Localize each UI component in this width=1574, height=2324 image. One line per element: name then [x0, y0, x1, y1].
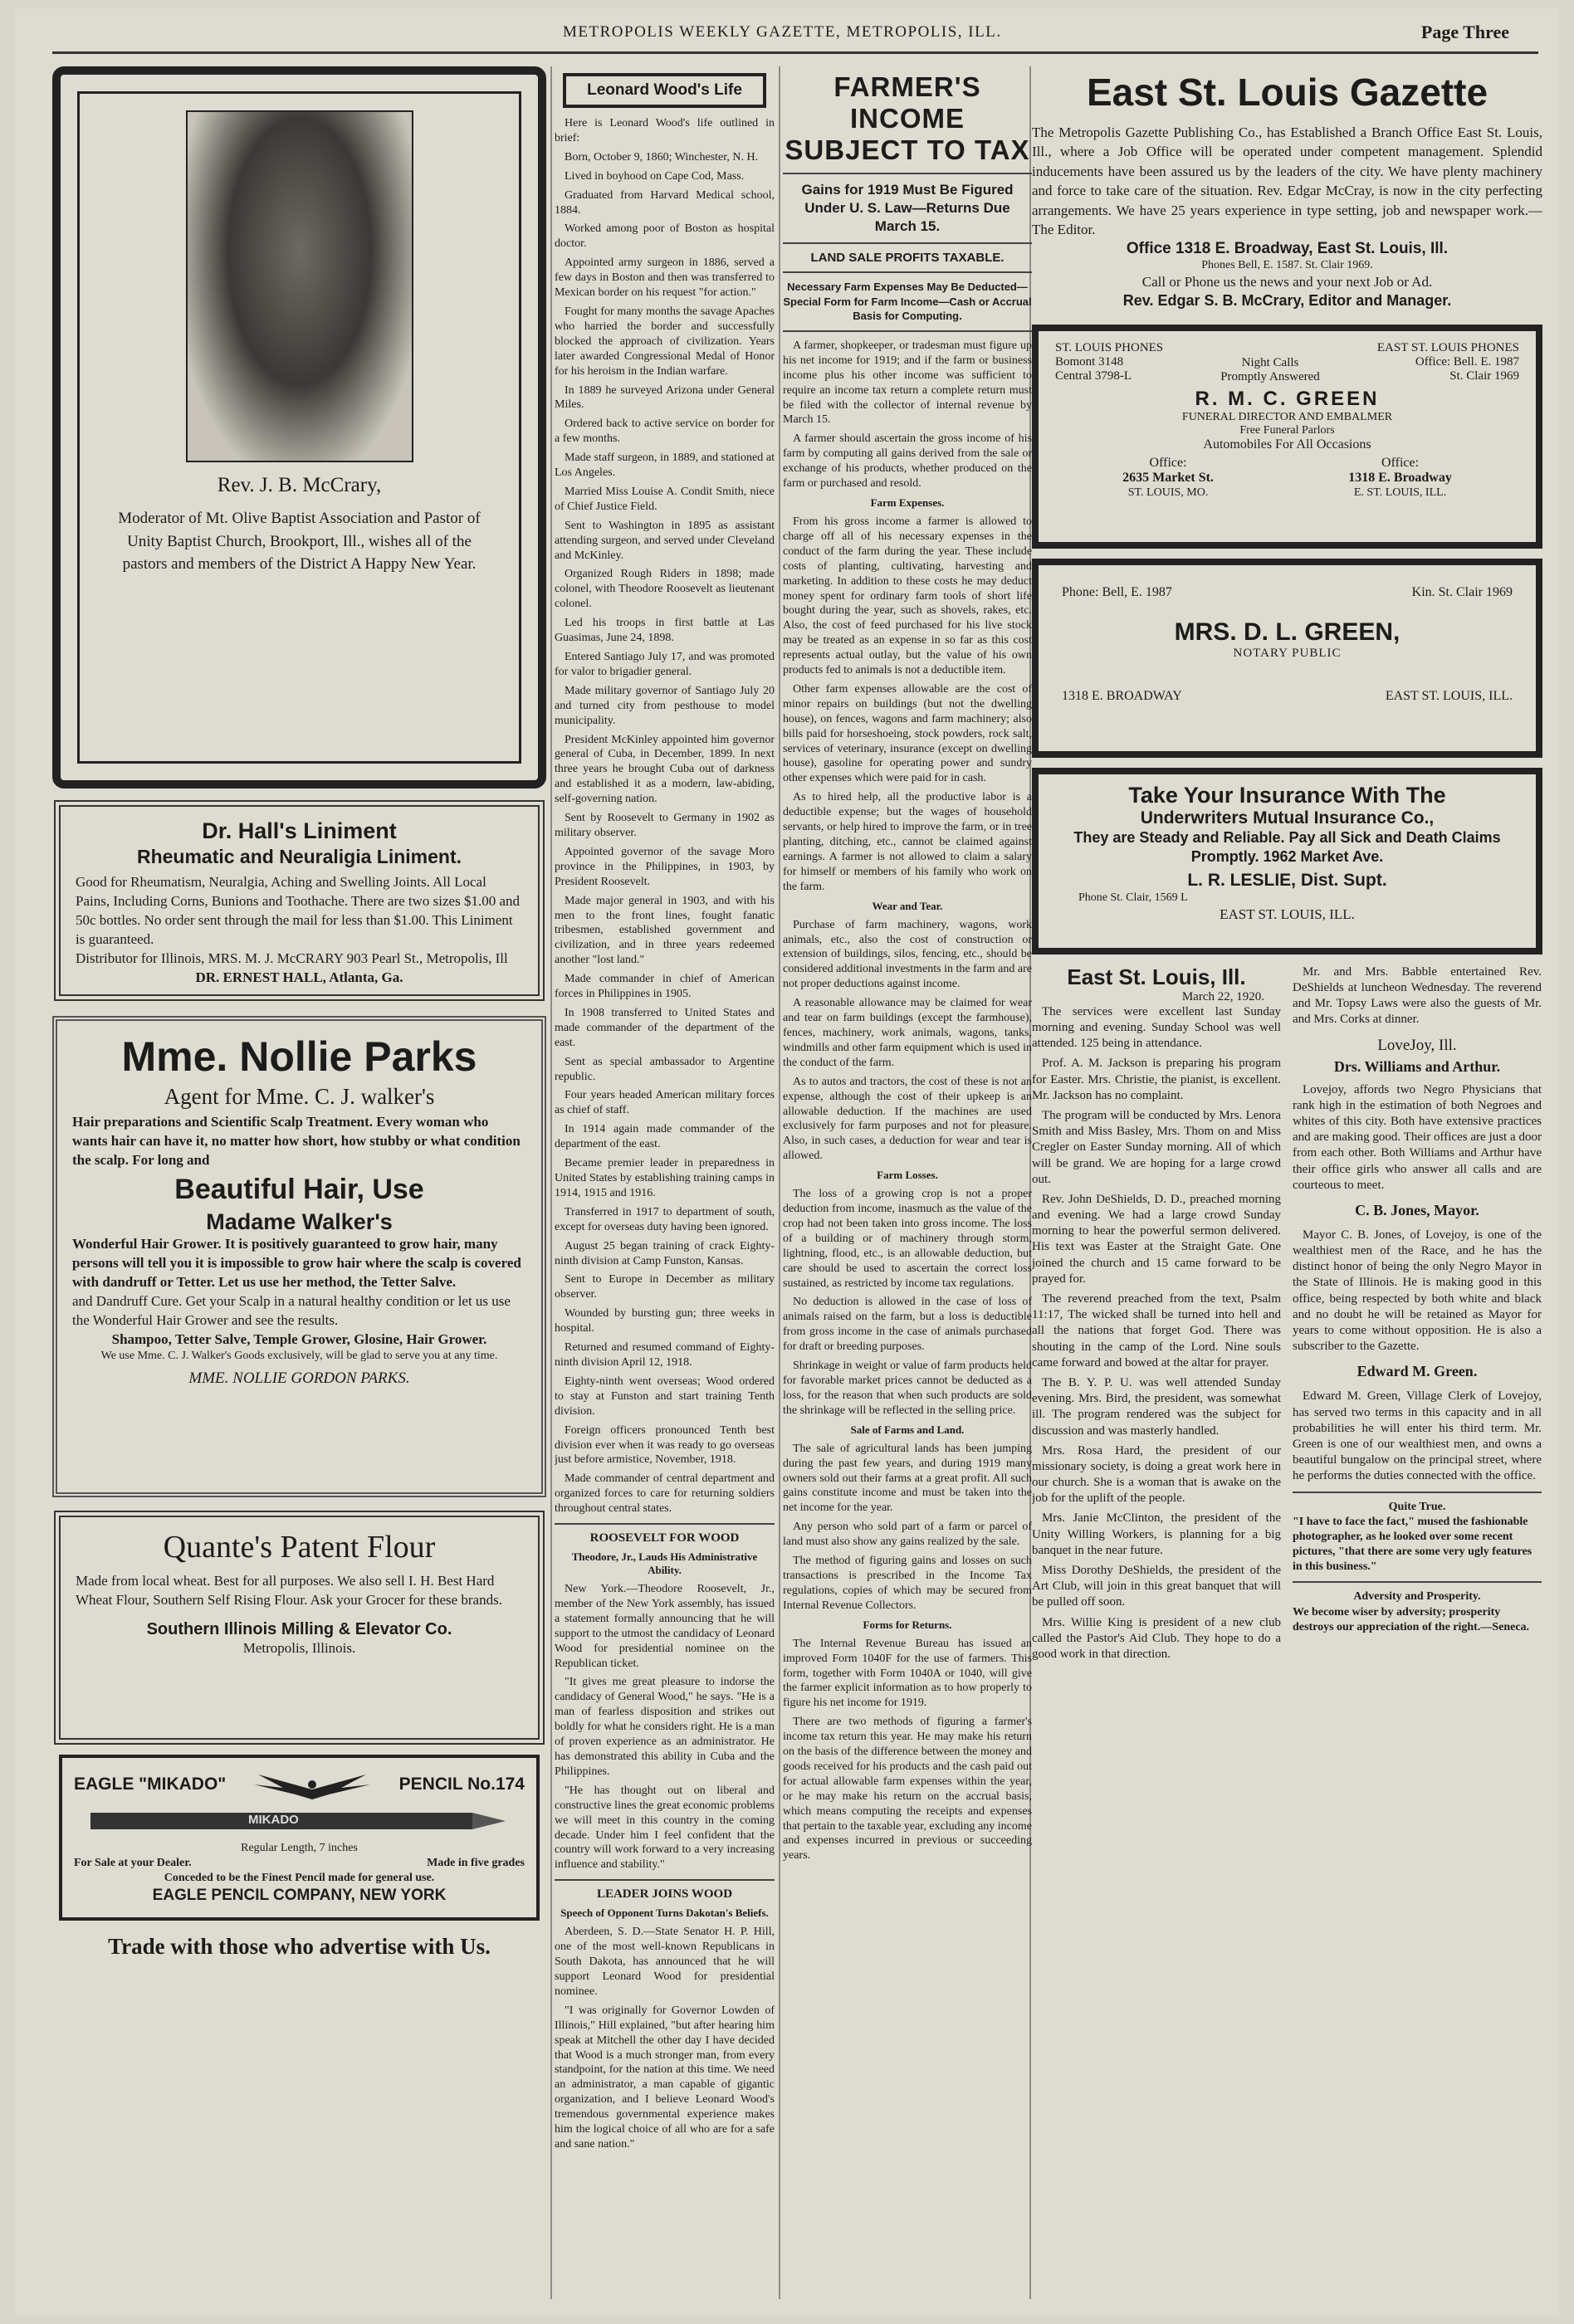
liniment-body: Good for Rheumatism, Neuralgia, Aching and Swelling Joints. All Local Pains, Including Corns, Bunions and Toothache. There are two sizes $1.00 and 50c bottles. No order sent through the mail for less than $1.00. This Liniment is guaranteed. — [76, 874, 521, 947]
parks-signature: MME. NOLLIE GORDON PARKS. — [188, 1369, 410, 1387]
article-paragraph: From his gross income a farmer is allowed to charge off all of his necessary expenses in the conduct of the farm during the year. These include costs of planting, cultivating, harvesting and marketing. In addition to these costs he may deduct money spent for ordinary farm tools of short life bought during the year, such as shovels, rakes, etc. Also, the cost of feed purchased for his live stock may be treated as an expense in so far as this cost represents actual outlay, but the value of his own products fed to animals is not a deductible item. — [783, 515, 1032, 677]
memorial-caption: Moderator of Mt. Olive Baptist Association and Pastor of Unity Baptist Church, Brookport, Ill., wishes all of the pastors and members of the District A Happy New Year. — [118, 510, 481, 574]
adversity-body: We become wiser by adversity; prosperity destroys our appreciation of the right.—Seneca. — [1293, 1605, 1530, 1633]
stl-phone-2: Central 3798-L — [1055, 369, 1132, 383]
roosevelt-title: ROOSEVELT FOR WOOD — [589, 1531, 740, 1545]
parks-body1: Hair preparations and Scientific Scalp Treatment. Every woman who wants hair can have it, no matter how short, how stubby or what condition the scalp. For long and — [72, 1114, 521, 1168]
article-paragraph: Appointed army surgeon in 1886, served a few days in Boston and then was transferred to Mexican border on his request "for action." — [555, 256, 775, 300]
parks-big: Beautiful Hair, Use — [174, 1173, 424, 1205]
eagle-icon — [250, 1766, 374, 1803]
section-subhead: Farm Losses. — [877, 1169, 938, 1182]
insurance-city: EAST ST. LOUIS, ILL. — [1220, 906, 1355, 922]
article-paragraph: Foreign officers pronounced Tenth best division ever when it was ready to go overseas just before armistice, November, 1918. — [555, 1423, 775, 1467]
article-paragraph: Led his troops in first battle at Las Guasimas, June 24, 1898. — [555, 617, 775, 645]
article-paragraph: Sent by Roosevelt to Germany in 1902 as military observer. — [555, 812, 775, 839]
roosevelt-article — [555, 1582, 775, 1872]
memorial-box — [52, 66, 546, 788]
office-left-address: 2635 Market St. — [1122, 470, 1214, 485]
parks-products: Shampoo, Tetter Salve, Temple Grower, Glosine, Hair Grower. — [111, 1330, 487, 1347]
article-paragraph: No deduction is allowed in the case of loss of animals raised on the farm, but a loss is deductible from gross income in the case of animals purchased for draft or breeding purposes. — [783, 1296, 1032, 1354]
article-paragraph: Made staff surgeon, in 1889, and stationed at Los Angeles. — [555, 452, 775, 480]
pencil-company: EAGLE PENCIL COMPANY, NEW YORK — [152, 1886, 447, 1904]
gazette-title: East St. Louis Gazette — [1086, 71, 1488, 114]
article-paragraph: Graduated from Harvard Medical school, 1884. — [555, 188, 775, 217]
masthead — [15, 18, 1559, 51]
news-paragraph: The reverend preached from the text, Psalm 11:17, The wicked shall be turned into hell and all the nations that forget God. There was shouting in the camp of the Lord. Nine souls came forward and bowed at the altar for prayer. — [1032, 1292, 1281, 1370]
section-subhead: Forms for Returns. — [863, 1618, 952, 1631]
wood-title-box — [563, 73, 766, 108]
tax-article — [783, 339, 1032, 1863]
parks-note: We use Mme. C. J. Walker's Goods exclusively, will be glad to serve you at any time. — [100, 1350, 498, 1363]
article-paragraph: Worked among poor of Boston as hospital doctor. — [555, 222, 775, 251]
parks-madame: Madame Walker's — [206, 1208, 393, 1234]
news-paragraph: The services were excellent last Sunday morning and evening. Sunday School was well attended. 125 being in attendance. — [1032, 1004, 1281, 1051]
masthead-title: METROPOLIS WEEKLY GAZETTE, METROPOLIS, ILL. — [563, 23, 1002, 41]
liniment-signature: DR. ERNEST HALL, Atlanta, Ga. — [195, 969, 403, 985]
article-paragraph: August 25 began training of crack Eighty-ninth division at Camp Funston, Kansas. — [555, 1239, 775, 1267]
office-right-address: 1318 E. Broadway — [1348, 470, 1452, 485]
leader-title: LEADER JOINS WOOD — [596, 1887, 733, 1902]
flour-title: Quante's Patent Flour — [163, 1530, 436, 1565]
article-paragraph: "He has thought out on liberal and constructive lines the great economic problems we will meet in this country in the coming decade. Under him I feel confident that the country will work forward to a very increasing influence and stability." — [555, 1784, 775, 1872]
notary-role: NOTARY PUBLIC — [1233, 646, 1342, 660]
article-paragraph: In 1914 again made commander of the department of the east. — [555, 1123, 775, 1151]
column-1 — [52, 66, 546, 2299]
news-article-cont — [1293, 964, 1542, 1028]
trade-slogan: Trade with those who advertise with Us. — [108, 1934, 491, 1959]
liniment-title: Dr. Hall's Liniment — [202, 818, 397, 843]
office-right-label: Office: — [1381, 455, 1420, 470]
news-right-column — [1293, 964, 1542, 1667]
article-paragraph: Appointed governor of the savage Moro province in the Philippines, in 1903, by President Roosevelt. — [555, 845, 775, 888]
article-paragraph: Four years headed American military forces as chief of staff. — [555, 1089, 775, 1117]
pencil-grades: Made in five grades — [427, 1857, 525, 1870]
article-paragraph: Sent to Europe in December as military observer. — [555, 1273, 775, 1301]
flour-company: Southern Illinois Milling & Elevator Co. — [146, 1619, 452, 1638]
insurance-phone: Phone St. Clair, 1569 L — [1078, 891, 1188, 904]
article-paragraph: Married Miss Louise A. Condit Smith, niece of Chief Justice Field. — [555, 485, 775, 513]
insurance-name: L. R. LESLIE, Dist. Supt. — [1187, 870, 1387, 890]
tax-deck: Gains for 1919 Must Be Figured Under U. S. Law—Returns Due March 15. — [801, 182, 1014, 235]
notary-ad — [1032, 559, 1542, 758]
lovejoy-sub: Drs. Williams and Arthur. — [1333, 1057, 1501, 1075]
jones-title: C. B. Jones, Mayor. — [1355, 1201, 1479, 1218]
article-paragraph: Eighty-ninth went overseas; Wood ordered to stay at Funston and start training Tenth division. — [555, 1374, 775, 1418]
liniment-subtitle: Rheumatic and Neuraligia Liniment. — [136, 846, 462, 867]
green-role: FUNERAL DIRECTOR AND EMBALMER — [1181, 410, 1393, 423]
newspaper-page — [15, 8, 1559, 2316]
news-paragraph: Mrs. Willie King is president of a new club called the Pastor's Aid Club. They hope to do a good work in that direction. — [1032, 1615, 1281, 1661]
liniment-ad — [59, 805, 540, 996]
insurance-ad — [1032, 768, 1542, 954]
column-divider — [779, 66, 780, 2299]
notary-address: 1318 E. BROADWAY — [1062, 688, 1182, 703]
flour-city: Metropolis, Illinois. — [242, 1639, 356, 1656]
notary-city: EAST ST. LOUIS, ILL. — [1385, 688, 1513, 703]
section-subhead: Wear and Tear. — [872, 899, 943, 912]
article-paragraph: Made commander of central department and organized forces to care for returning soldiers throughout central states. — [555, 1472, 775, 1516]
article-paragraph: The sale of agricultural lands has been jumping during the past few years, and during 1919 many owners sold out their farms at a great profit. All such gains constitute income and must be taken into the net income for the year. — [783, 1442, 1032, 1515]
news-article — [1032, 1004, 1281, 1662]
article-paragraph: A farmer should ascertain the gross income of his farm by computing all gains derived from the sale or exchange of his products, whether produced on the farm or purchased and resold. — [783, 432, 1032, 491]
article-paragraph: Entered Santiago July 17, and was promoted for valor to brigadier general. — [555, 651, 775, 678]
news-paragraph: Mrs. Rosa Hard, the president of our missionary society, is doing a great work here in our church. She is a woman that is awake on the job for the uplift of the people. — [1032, 1443, 1281, 1506]
adversity-title: Adversity and Prosperity. — [1353, 1590, 1481, 1604]
office-left-label: Office: — [1149, 455, 1187, 470]
pencil-conceded: Conceded to be the Finest Pencil made for general use. — [164, 1872, 435, 1885]
gazette-editor: Rev. Edgar S. B. McCrary, Editor and Manager. — [1122, 291, 1452, 309]
quote-body: "I have to face the fact," mused the fashionable photographer, as he looked over some recent pictures, "that there are some very ugly features in this business." — [1293, 1515, 1532, 1574]
green-funeral-ad — [1032, 325, 1542, 549]
news-paragraph: Prof. A. M. Jackson is preparing his program for Easter. Mrs. Christie, the pianist, is excellent. Mr. Jackson has no complaint. — [1032, 1057, 1281, 1102]
stl-phones: ST. LOUIS PHONES — [1055, 340, 1164, 354]
pencil-ad — [59, 1755, 540, 1921]
article-paragraph: In 1889 he surveyed Arizona under General Miles. — [555, 383, 775, 412]
parks-agent: Agent for Mme. C. J. walker's — [164, 1084, 435, 1109]
tax-title-2: SUBJECT TO TAX — [785, 134, 1030, 165]
esl-phones: EAST ST. LOUIS PHONES — [1376, 340, 1519, 354]
article-paragraph: Born, October 9, 1860; Winchester, N. H. — [565, 150, 759, 164]
article-paragraph: Lived in boyhood on Cape Cod, Mass. — [565, 169, 745, 183]
roosevelt-sub: Theodore, Jr., Lauds His Administrative Ability. — [571, 1550, 758, 1577]
gazette-call: Call or Phone us the news and your next Job or Ad. — [1141, 273, 1433, 290]
notary-phone-left: Phone: Bell, E. 1987 — [1062, 584, 1172, 599]
office-right-city: E. ST. LOUIS, ILL. — [1353, 486, 1447, 499]
insurance-line2: Underwriters Mutual Insurance Co., — [1140, 808, 1435, 828]
article-paragraph: The method of figuring gains and losses on such transactions is prescribed in the Income Tax regulations, copies of which may be secured from Internal Revenue Collectors. — [783, 1555, 1032, 1612]
article-paragraph: President McKinley appointed him governor general of Cuba, in December, 1899. In next three years he brought Cuba out of darkness and established it as a modern, law-abiding, self-governing nation. — [555, 733, 775, 806]
parks-body2: Wonderful Hair Grower. It is positively guaranteed to grow hair, many persons will tell you it is impossible to grow hair where the scalp is covered with dandruff or Tetter. Let us use her method, the Tetter Salve. — [72, 1235, 521, 1290]
article-paragraph: Any person who sold part of a farm or parcel of land must also show any gains realized by the sale. — [783, 1521, 1032, 1549]
insurance-line3: They are Steady and Reliable. Pay all Sick and Death Claims Promptly. 1962 Market Ave. — [1073, 828, 1501, 866]
article-paragraph: The loss of a growing crop is not a proper deduction from income, inasmuch as the value of the crop had not been taken into gross income. The loss of a building or of machinery through storm, lightning, flood, etc., is an allowable deduction, but care should be used to ascertain the correct loss sustained, as restricted by income tax regulations. — [783, 1188, 1032, 1290]
office-left-city: ST. LOUIS, MO. — [1127, 486, 1209, 499]
article-paragraph: Made military governor of Santiago July 20 and turned city from pesthouse to model municipality. — [555, 684, 775, 727]
pencil-sale: For Sale at your Dealer. — [74, 1857, 192, 1870]
column-2 — [555, 66, 775, 2299]
gazette-phones: Phones Bell, E. 1587. St. Clair 1969. — [1201, 258, 1373, 271]
news-date: March 22, 1920. — [1181, 989, 1264, 1003]
news-paragraph: Miss Dorothy DeShields, the president of the Art Club, will join in this great banquet that will be pulled off soon. — [1032, 1564, 1281, 1609]
esl-phone-2: St. Clair 1969 — [1449, 369, 1519, 383]
lovejoy-para: Lovejoy, affords two Negro Physicians that rank high in the estimation of both Negroes and whites of this city. Both have extensive practices and are making good. Their offices are just a door from each other. Both Williams and Arthur have their office girls who answer all calls and are courteous to meet. — [1293, 1082, 1542, 1192]
lovejoy-title: LoveJoy, Ill. — [1377, 1036, 1457, 1054]
article-paragraph: Wounded by bursting gun; three weeks in hospital. — [555, 1307, 775, 1335]
green-parlors: Free Funeral Parlors — [1239, 423, 1335, 437]
pencil-length: Regular Length, 7 inches — [241, 1842, 358, 1854]
notary-phone-right: Kin. St. Clair 1969 — [1411, 584, 1513, 599]
green-clerk-title: Edward M. Green. — [1356, 1363, 1478, 1380]
section-subhead: Sale of Farms and Land. — [850, 1423, 965, 1436]
stl-phone-1: Bomont 3148 — [1055, 354, 1124, 369]
parks-body3: and Dandruff Cure. Get your Scalp in a natural healthy condition or let us use the Wonderful Hair Grower and see the results. — [72, 1292, 511, 1328]
pencil-icon — [90, 1808, 508, 1836]
prompt-answered: Promptly Answered — [1220, 369, 1320, 383]
wood-article — [555, 116, 775, 1516]
article-paragraph: Ordered back to active service on border for a few months. — [555, 417, 775, 446]
article-paragraph: Sent to Washington in 1895 as assistant attending surgeon, and served under Cleveland and McKinley. — [555, 519, 775, 562]
article-paragraph: Made major general in 1903, and with his men to the front lines, fought fanatic tribesmen, established government and civilization, and in three years redeemed another "lost land." — [555, 894, 775, 967]
leader-article — [555, 1925, 775, 2152]
parks-title: Mme. Nollie Parks — [121, 1033, 477, 1080]
flour-ad — [59, 1516, 540, 1740]
column-divider — [550, 66, 552, 2299]
article-paragraph: There are two methods of figuring a farmer's income tax return this year. He may make his return on the basis of the difference between the money and goods received for his products and the cash paid out for actual allowable farm expenses within the year, or he may make his return on the accrual basis, which means computing the receipts and expenses that pertain to the taxable year, excluding any income and expenses incurred in previous or succeeding years. — [783, 1716, 1032, 1863]
article-paragraph: Other farm expenses allowable are the cost of minor repairs on buildings (but not the dwelling house), on fences, wagons and farm machinery; also bills paid for horseshoeing, stock powders, rock salt, services of veterinary, insurance (except on dwelling house), gasoline for operating power and sundry other expenses which were paid for in cash. — [783, 682, 1032, 785]
article-paragraph: Made commander in chief of American forces in Philippines in 1905. — [555, 973, 775, 1001]
article-paragraph: A reasonable allowance may be claimed for wear and tear on farm buildings (except the farmhouse), fences, machinery, work animals, wagons, tanks, windmills and other farm equipment which is used in the conduct of the farm. — [783, 997, 1032, 1069]
article-paragraph: In 1908 transferred to United States and made commander of the department of the east. — [555, 1006, 775, 1049]
article-paragraph: The Internal Revenue Bureau has issued an improved Form 1040F for the use of farmers. This form, together with Form 1040A or 1040, will give the farmer explicit information as to how properly to figure his net income for 1919. — [783, 1637, 1032, 1710]
article-paragraph: Transferred in 1917 to department of south, except for overseas duty having been ignored. — [555, 1205, 775, 1233]
tax-land: LAND SALE PROFITS TAXABLE. — [810, 251, 1005, 266]
jones-para: Mayor C. B. Jones, of Lovejoy, is one of the wealthiest men of the Race, and he has the distinct honor of being the only Negro Mayor in the State of Illinois. He is making good in this office, being respected by both white and black and no doubt he will be retained as Mayor for years to come without opposition. He is also a subscriber to the Gazette. — [1293, 1228, 1542, 1354]
article-paragraph: "I was originally for Governor Lowden of Illinois," Hill explained, "but after hearing him speak at Mitchell the other day I have decided that Wood is a much stronger man, from every standpoint, for the nation at this time. We need an administrator, a man capable of gigantic organization, and I believe Leonard Wood's tremendous governmental experience makes him the logical choice of all who are for a safe and sane nation." — [555, 2004, 775, 2151]
article-paragraph: A farmer, shopkeeper, or tradesman must figure up his net income for 1919; and if the farm or business income plus his other income was sufficient to require an income tax return a complete return must be filed with the collector of internal revenue by March 15. — [783, 339, 1032, 427]
article-paragraph: Fought for many months the savage Apaches who harried the border and successfully blocked the approach of civilization. Years later awarded Congressional Medal of Honor for his heroism in the Indian warfare. — [555, 305, 775, 378]
section-subhead: Farm Expenses. — [870, 496, 945, 509]
gazette-office: Office 1318 E. Broadway, East St. Louis, Ill. — [1126, 239, 1449, 257]
article-paragraph: Organized Rough Riders in 1898; made colonel, with Theodore Roosevelt as lieutenant colonel. — [555, 568, 775, 611]
green-name: R. M. C. GREEN — [1195, 387, 1380, 410]
memorial-name: Rev. J. B. McCrary, — [217, 474, 382, 496]
tax-deck2: Necessary Farm Expenses May Be Deducted—Special Form for Farm Income—Cash or Accrual Basis for Computing. — [783, 281, 1032, 323]
masthead-rule — [52, 51, 1538, 54]
pencil-imprint: MIKADO — [248, 1813, 299, 1827]
news-title: East St. Louis, Ill. — [1067, 964, 1246, 989]
flour-body: Made from local wheat. Best for all purposes. We also sell I. H. Best Hard Wheat Flour, Southern Self Rising Flour. Ask your Grocer for these brands. — [76, 1573, 502, 1608]
page-number: Page Three — [1420, 22, 1509, 42]
pencil-left: EAGLE "MIKADO" — [74, 1775, 227, 1794]
article-paragraph: Here is Leonard Wood's life outlined in brief: — [555, 117, 775, 144]
gazette-body: The Metropolis Gazette Publishing Co., has Established a Branch Office East St. Louis, Ill., where a Job Office will be operated under competent management. Splendid inducements have been assured us by the leaders of the city. We have plenty machinery and force to take care of the situation. Rev. Edgar McCray, is now in the city perfecting arrangements. We have 25 years experience in type setting, job and newspaper work.—The Editor. — [1032, 124, 1542, 238]
leader-sub: Speech of Opponent Turns Dakotan's Beliefs. — [560, 1907, 769, 1920]
portrait-photo — [186, 110, 413, 462]
green-autos: Automobiles For All Occasions — [1203, 437, 1371, 452]
article-paragraph: "It gives me great pleasure to indorse the candidacy of General Wood," he says. "He is a man of fearless disposition and strikes out boldly for what he considers right. He is a man of proven experience as an administrator. He has demonstrated this ability in Cuba and the Philippines. — [555, 1676, 775, 1778]
parks-ad — [52, 1016, 546, 1497]
news-paragraph: Mr. and Mrs. Babble entertained Rev. DeShields at luncheon Wednesday. The reverend and Mr. Topsy Laws were also the guests of Mr. and Mrs. Corks at dinner. — [1293, 964, 1542, 1027]
column-3 — [783, 66, 1032, 2299]
article-paragraph: As to hired help, all the productive labor is a deductible expense; but the wages of household servants, or help hired to improve the farm, or in tree planting, ditching, etc., cannot be claimed against earnings. A farmer is not allowed to claim a salary for himself or members of his family who work on the farm. — [783, 791, 1032, 893]
article-paragraph: Shrinkage in weight or value of farm products held for favorable market prices cannot be deducted as a loss, for the reason that when such products are sold the shrinkage will be reflected in the selling price. — [783, 1360, 1032, 1417]
insurance-line1: Take Your Insurance With The — [1128, 782, 1446, 808]
article-paragraph: Became premier leader in preparedness in United States by establishing training camps in 1914, 1915 and 1916. — [555, 1157, 775, 1199]
news-paragraph: Rev. John DeShields, D. D., preached morning and evening. We had a large crowd Sunday morning to hear the powerful sermon delivered. His text was Easter at the Straight Gate. One joined the church and 15 came forward to be prayed for. — [1032, 1192, 1281, 1286]
article-paragraph: Returned and resumed command of Eighty-ninth division April 12, 1918. — [555, 1341, 775, 1369]
news-paragraph: Mrs. Janie McClinton, the president of the Unity Willing Workers, is planning for a big banquet in the near future. — [1032, 1511, 1281, 1557]
notary-name: MRS. D. L. GREEN, — [1174, 618, 1400, 646]
article-paragraph: Sent as special ambassador to Argentine republic. — [555, 1055, 775, 1083]
article-paragraph: Aberdeen, S. D.—State Senator H. P. Hill, one of the most well-known Republicans in South Dakota, has announced that he will support Leonard Wood for presidential nominee. — [555, 1926, 775, 1998]
liniment-distributor: Distributor for Illinois, MRS. M. J. McCRARY 903 Pearl St., Metropolis, Ill — [76, 950, 508, 966]
column-4 — [1032, 66, 1542, 2299]
article-paragraph: As to autos and tractors, the cost of these is not an expense, although the cost of their upkeep is an allowable deduction. If the machines are used exclusively for farm purposes and not for pleasure. Also, in such cases, a deduction for wear and tear is allowed. — [783, 1075, 1032, 1163]
quote-title: Quite True. — [1388, 1500, 1446, 1513]
night-calls: Night Calls — [1241, 355, 1299, 369]
news-left-column — [1032, 964, 1281, 1667]
green-clerk-para: Edward M. Green, Village Clerk of Lovejoy, has served two terms in this capacity and in all probabilities he will enter his third term. Mr. Green is one of our wealthiest men, and owns a beautiful bungalow on the principal street, where he performs the duties connected with the office. — [1293, 1389, 1542, 1483]
article-paragraph: Purchase of farm machinery, wagons, work animals, etc., also the cost of construction or extension of buildings, silos, fencing, etc., should be considered additional investments in the farm and are not proper deductions against income. — [783, 918, 1032, 991]
news-paragraph: The program will be conducted by Mrs. Lenora Smith and Miss Basley, Mrs. Thom on and Miss Cregler on Easter Sunday morning. All of which will be grand. We are hoping for a large crowd out. — [1032, 1108, 1281, 1186]
esl-phone-1: Office: Bell. E. 1987 — [1415, 354, 1519, 369]
pencil-right: PENCIL No.174 — [398, 1775, 525, 1794]
news-paragraph: The B. Y. P. U. was well attended Sunday evening. Mrs. Bird, the president, was somewhat ill. The program rendered was the subject for discussion and was masterly handled. — [1032, 1375, 1281, 1438]
wood-title: Leonard Wood's Life — [587, 81, 742, 99]
article-paragraph: New York.—Theodore Roosevelt, Jr., member of the New York assembly, has issued a statement formally announcing that he will support to the utmost the candidacy of Leonard Wood for presidential nominee on the Republican ticket. — [555, 1583, 775, 1670]
tax-title-1: FARMER'S INCOME — [833, 71, 981, 134]
